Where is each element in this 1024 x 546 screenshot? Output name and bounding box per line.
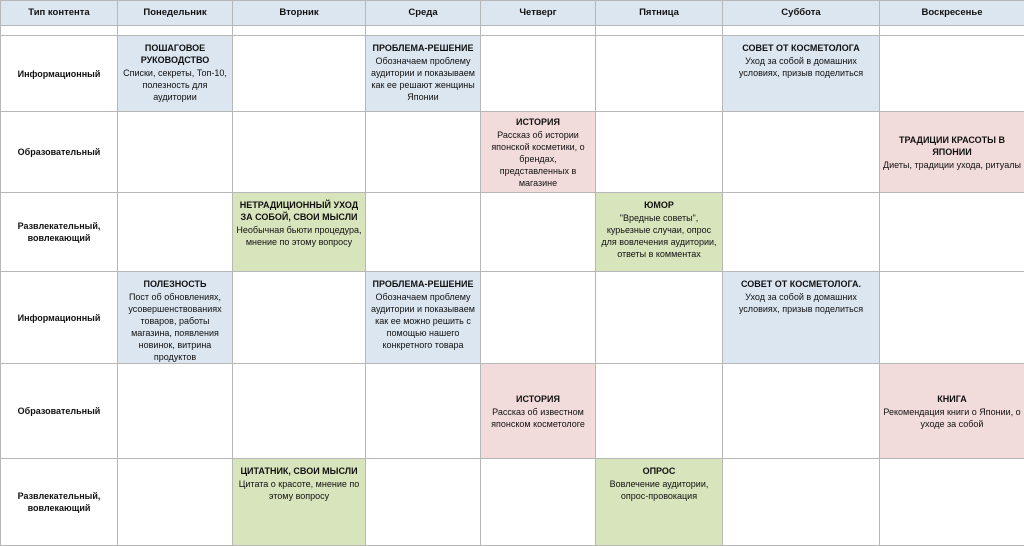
cell-sunday [880,364,1024,459]
cell-friday [596,36,723,112]
content-type-label: Развлекательный, вовлекающий [1,193,118,272]
cell-monday [118,459,233,546]
post-description: Рекомендация книги о Японии, о уходе за собой [883,406,1021,429]
post-title: ПОШАГОВОЕ РУКОВОДСТВО [140,43,210,65]
cell-friday [596,459,723,546]
content-type-label: Образовательный [1,112,118,193]
cell-monday [118,36,233,112]
cell-friday [596,193,723,272]
cell-wednesday [366,193,481,272]
cell-wednesday [366,459,481,546]
post-card [366,272,480,363]
cell-sunday [880,193,1024,272]
cell-saturday [723,272,880,364]
post-card [723,272,879,363]
table-row [1,193,1024,272]
header-saturday: Суббота [723,1,880,26]
cell-saturday [723,36,880,112]
post-title: ПОЛЕЗНОСТЬ [143,279,207,289]
post-title: ОПРОС [642,466,676,476]
cell-saturday [723,193,880,272]
cell-friday [596,364,723,459]
post-description: Необычная бьюти процедура, мнение по этому вопросу [236,225,362,247]
cell-friday [596,112,723,193]
cell-wednesday [366,272,481,364]
post-description: Уход за собой в домашних условиях, призыв поделиться [738,292,864,314]
cell-monday [118,272,233,364]
post-title: КНИГА [937,393,967,404]
content-type-label: Образовательный [1,364,118,459]
cell-tuesday [233,272,366,364]
cell-wednesday [366,364,481,459]
post-card [481,364,595,458]
spacer-cell [1,26,118,36]
cell-tuesday [233,112,366,193]
header-tuesday: Вторник [233,1,366,26]
post-description: Вовлечение аудитории, опрос-провокация [609,479,709,501]
header-friday: Пятница [596,1,723,26]
post-title: СОВЕТ ОТ КОСМЕТОЛОГА. [740,279,862,289]
cell-thursday [481,272,596,364]
spacer-cell [481,26,596,36]
post-description: Пост об обновлениях, усовершенствованиях товаров, работы магазина, появления новинок, витрина продуктов [128,292,222,362]
cell-thursday [481,112,596,193]
cell-tuesday [233,459,366,546]
header-row [1,1,1024,26]
table-row [1,459,1024,546]
post-description: Уход за собой в домашних условиях, призыв поделиться [738,56,864,78]
cell-sunday [880,459,1024,546]
post-card [233,459,365,545]
content-type-label: Информационный [1,36,118,112]
post-card [880,364,1024,458]
post-description: "Вредные советы", курьезные случаи, опрос для вовлечения аудитории, ответы в комментах [601,213,717,259]
spacer-cell [118,26,233,36]
cell-sunday [880,112,1024,193]
header-sunday: Воскресенье [880,1,1024,26]
post-description: Обозначаем проблему аудитории и показываем как ее можно решить с помощью нашего конкретного товара [371,292,475,350]
cell-wednesday [366,112,481,193]
cell-monday [118,364,233,459]
post-title: ИСТОРИЯ [516,393,560,404]
cell-thursday [481,36,596,112]
cell-thursday [481,193,596,272]
post-description: Списки, секреты, Топ-10, полезность для аудитории [123,68,227,102]
table-row [1,272,1024,364]
post-card [596,459,722,545]
spacer-row [1,26,1024,36]
post-title: ПРОБЛЕМА-РЕШЕНИЕ [372,43,474,53]
table-row [1,36,1024,112]
table-row [1,112,1024,193]
post-description: Рассказ об известном японском косметологе [491,406,585,429]
header-wednesday: Среда [366,1,481,26]
post-card [366,36,480,111]
header-type: Тип контента [1,1,118,26]
content-type-label: Развлекательный, вовлекающий [1,459,118,546]
spacer-cell [366,26,481,36]
cell-thursday [481,364,596,459]
post-title: ТРАДИЦИИ КРАСОТЫ В ЯПОНИИ [898,134,1005,157]
cell-monday [118,112,233,193]
post-card [723,36,879,111]
header-monday: Понедельник [118,1,233,26]
post-card [596,193,722,271]
cell-saturday [723,364,880,459]
post-card [481,112,595,192]
post-description: Рассказ об истории японской косметики, о брендах, представленных в магазине [491,129,585,188]
post-description: Цитата о красоте, мнение по этому вопросу [238,479,360,501]
post-description: Диеты, традиции ухода, ритуалы [883,159,1021,170]
post-title: ПРОБЛЕМА-РЕШЕНИЕ [372,279,474,289]
post-title: ЦИТАТНИК, СВОИ МЫСЛИ [240,466,358,476]
spacer-cell [233,26,366,36]
cell-tuesday [233,364,366,459]
post-card [118,272,232,363]
post-card [118,36,232,111]
post-title: ЮМОР [644,200,674,210]
cell-sunday [880,36,1024,112]
cell-wednesday [366,36,481,112]
post-title: ИСТОРИЯ [516,116,560,127]
header-thursday: Четверг [481,1,596,26]
spacer-cell [880,26,1024,36]
spacer-cell [596,26,723,36]
post-card [880,112,1024,192]
cell-thursday [481,459,596,546]
cell-tuesday [233,36,366,112]
cell-sunday [880,272,1024,364]
post-title: НЕТРАДИЦИОННЫЙ УХОД ЗА СОБОЙ, СВОИ МЫСЛИ [239,200,359,222]
table-row [1,364,1024,459]
spacer-cell [723,26,880,36]
cell-friday [596,272,723,364]
cell-saturday [723,459,880,546]
cell-monday [118,193,233,272]
post-card [233,193,365,271]
content-type-label: Информационный [1,272,118,364]
cell-tuesday [233,193,366,272]
post-title: СОВЕТ ОТ КОСМЕТОЛОГА [742,43,860,53]
cell-saturday [723,112,880,193]
post-description: Обозначаем проблему аудитории и показываем как ее решают женщины Японии [371,56,475,102]
